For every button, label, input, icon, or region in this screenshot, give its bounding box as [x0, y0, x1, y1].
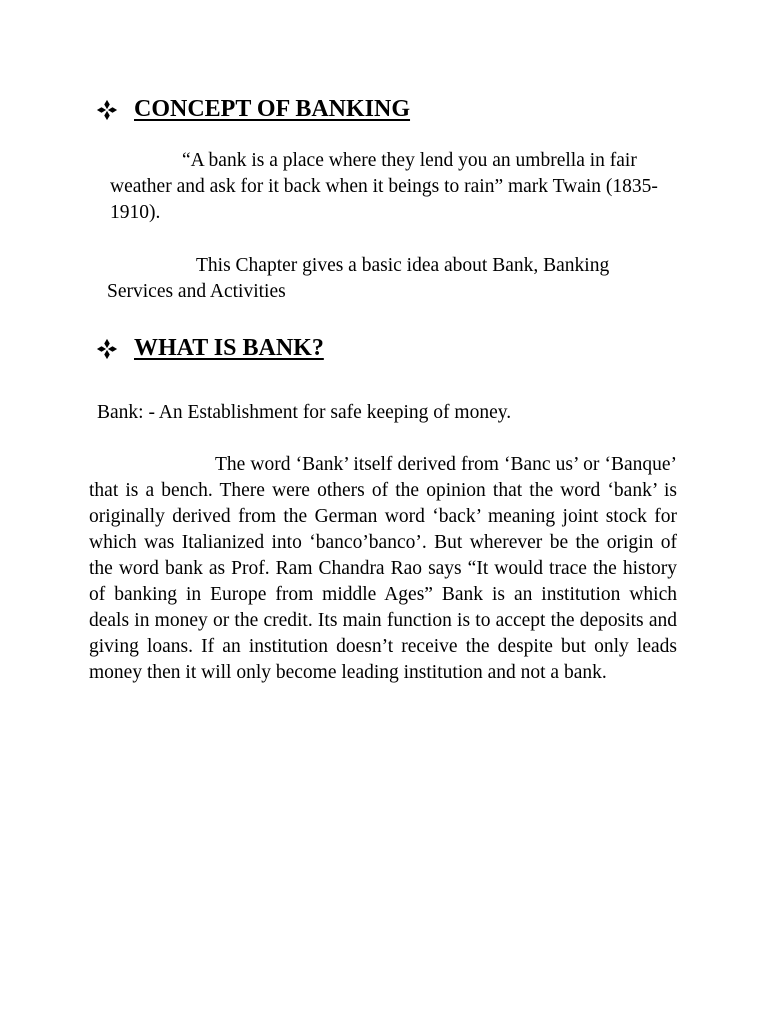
body-text: The word ‘Bank’ itself derived from ‘Banc us’ or ‘Banque’ that is a bench. There were others of the opinion that the word ‘bank’ is originally derived from the German word ‘back’ meaning joint stock for which was Italianized into ‘banco’banco’. But wherever be the origin of the word bank as Prof. Ram Chandra Rao says “It would trace the history of banking in Europe from middle Ages” Bank is an institution which deals in money or the credit. Its main function is to accept the deposits and giving loans. If an institution doesn’t receive the despite but only leads money then it will only become leading institution and not a bank. [89, 454, 677, 683]
intro-paragraph [107, 253, 679, 305]
quote-text: “A bank is a place where they lend you an umbrella in fair weather and ask for it back when it beings to rain” mark Twain (1835-1910). [110, 150, 658, 223]
body-paragraph [89, 452, 677, 686]
definition-paragraph [97, 400, 687, 426]
quote-paragraph [110, 148, 680, 226]
section-heading-concept [96, 96, 410, 123]
diamond-bullet-icon [96, 338, 118, 360]
definition-text: Bank: - An Establishment for safe keeping of money. [97, 402, 512, 423]
section-title: WHAT IS BANK? [134, 335, 324, 361]
section-heading-what-is-bank [96, 335, 324, 362]
diamond-bullet-icon [96, 99, 118, 121]
intro-text: This Chapter gives a basic idea about Bank, Banking Services and Activities [107, 255, 610, 302]
section-title: CONCEPT OF BANKING [134, 96, 411, 122]
